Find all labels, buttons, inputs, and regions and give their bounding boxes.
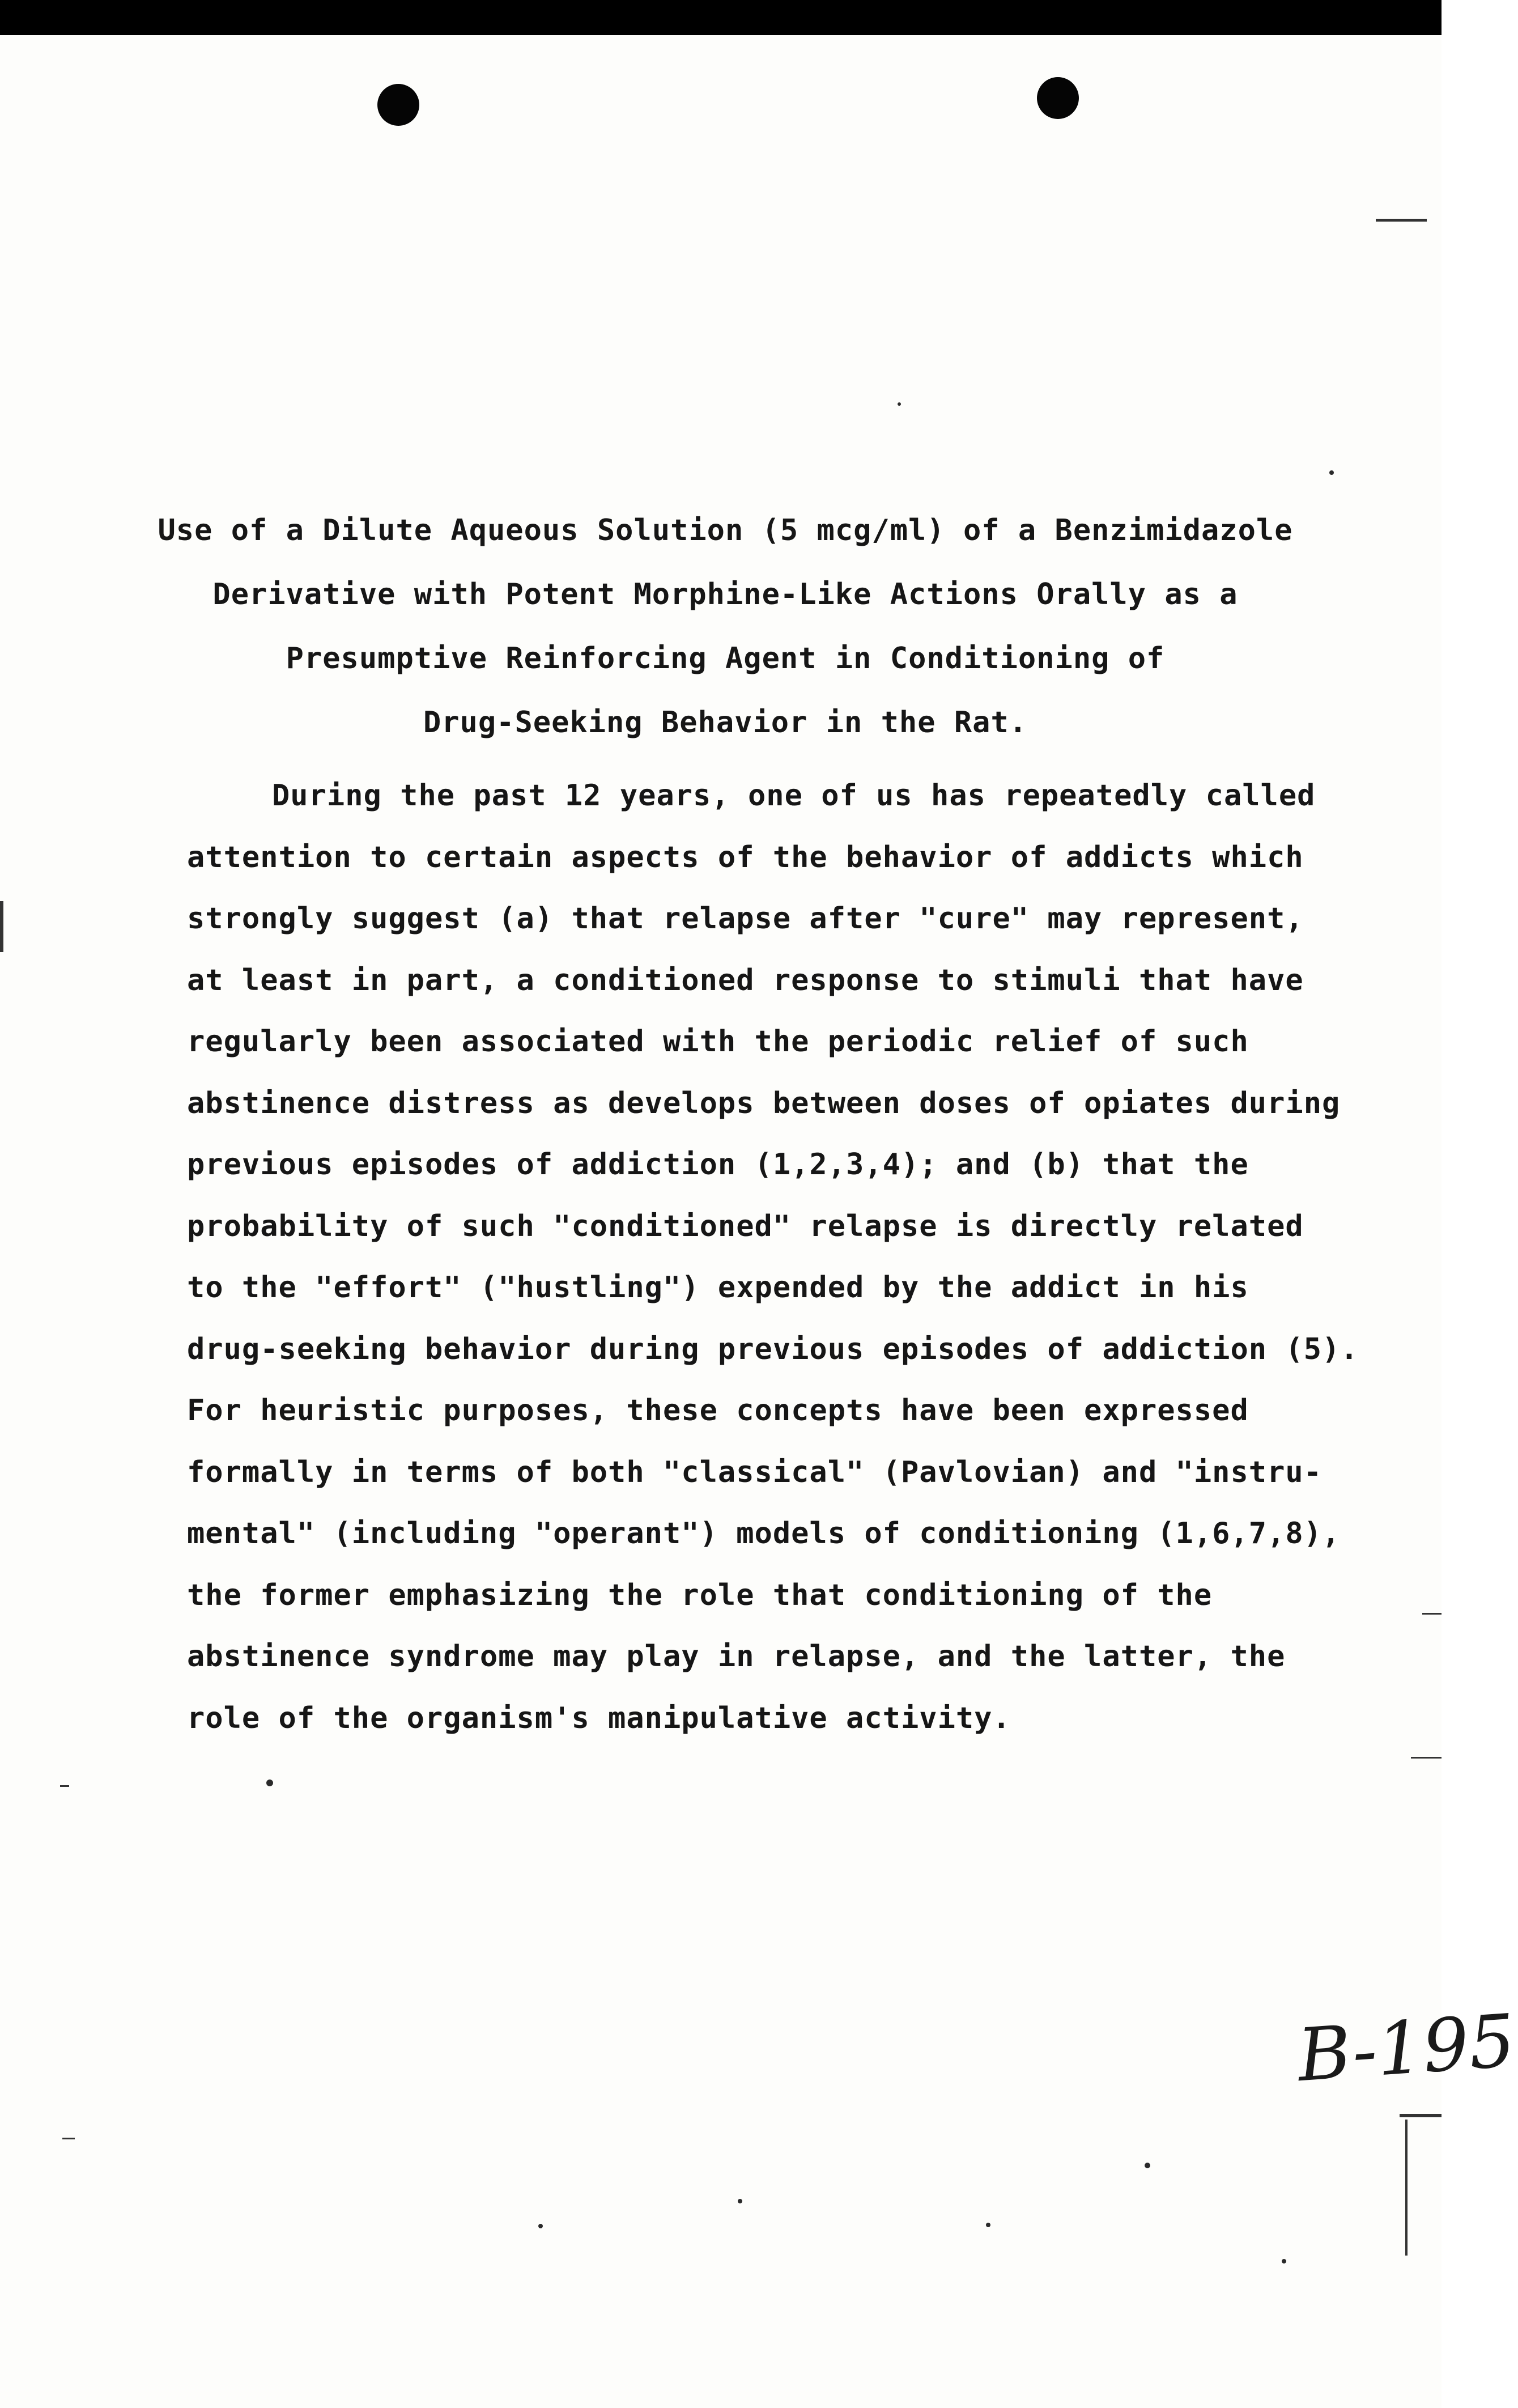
body-line: to the "effort" ("hustling") expended by the addict in his	[187, 1271, 1249, 1305]
body-line: During the past 12 years, one of us has repeatedly called	[272, 779, 1316, 813]
scan-speck	[1329, 470, 1334, 475]
scan-speck	[898, 402, 901, 406]
scan-top-border	[0, 0, 1442, 35]
body-line: regularly been associated with the periodic relief of such	[187, 1025, 1249, 1059]
body-line: at least in part, a conditioned response to stimuli that have	[187, 963, 1304, 997]
edge-mark	[0, 901, 3, 952]
edge-mark	[1422, 1613, 1442, 1615]
scan-speck	[266, 1780, 273, 1786]
body-line: formally in terms of both "classical" (Pavlovian) and "instru-	[187, 1455, 1323, 1489]
edge-mark	[1376, 219, 1427, 222]
edge-mark	[1411, 1757, 1442, 1759]
document-title	[136, 499, 1315, 755]
scan-speck	[1282, 2259, 1286, 2263]
scan-speck	[1145, 2163, 1150, 2168]
body-line: previous episodes of addiction (1,2,3,4); and (b) that the	[187, 1148, 1249, 1182]
edge-mark	[1405, 2120, 1408, 2256]
body-line: mental" (including "operant") models of conditioning (1,6,7,8),	[187, 1517, 1341, 1551]
punch-hole-left	[377, 84, 419, 126]
body-line: abstinence syndrome may play in relapse, and the latter, the	[187, 1640, 1286, 1674]
edge-mark	[1400, 2114, 1442, 2117]
scan-speck	[986, 2223, 990, 2227]
title-line: Derivative with Potent Morphine-Like Actions Orally as a	[212, 577, 1238, 611]
edge-mark	[62, 2138, 75, 2139]
body-line: abstinence distress as develops between doses of opiates during	[187, 1086, 1341, 1120]
title-line: Use of a Dilute Aqueous Solution (5 mcg/ml) of a Benzimidazole	[158, 513, 1293, 547]
edge-mark	[60, 1785, 69, 1787]
body-line: strongly suggest (a) that relapse after "cure" may represent,	[187, 902, 1304, 936]
body-line: role of the organism's manipulative activity.	[187, 1701, 1011, 1735]
body-line: attention to certain aspects of the behavior of addicts which	[187, 840, 1304, 874]
title-line: Presumptive Reinforcing Agent in Conditioning of	[286, 642, 1165, 676]
body-line: drug-seeking behavior during previous episodes of addiction (5).	[187, 1332, 1359, 1366]
scan-speck	[738, 2199, 742, 2203]
body-line: the former emphasizing the role that conditioning of the	[187, 1578, 1213, 1612]
body-paragraph	[187, 765, 1388, 1749]
handwritten-page-number: B-195	[1295, 1998, 1518, 2099]
body-line: For heuristic purposes, these concepts have been expressed	[187, 1394, 1249, 1428]
punch-hole-right	[1037, 77, 1079, 119]
scan-speck	[538, 2224, 543, 2228]
body-line: probability of such "conditioned" relapse is directly related	[187, 1209, 1304, 1243]
title-line: Drug-Seeking Behavior in the Rat.	[423, 706, 1028, 740]
